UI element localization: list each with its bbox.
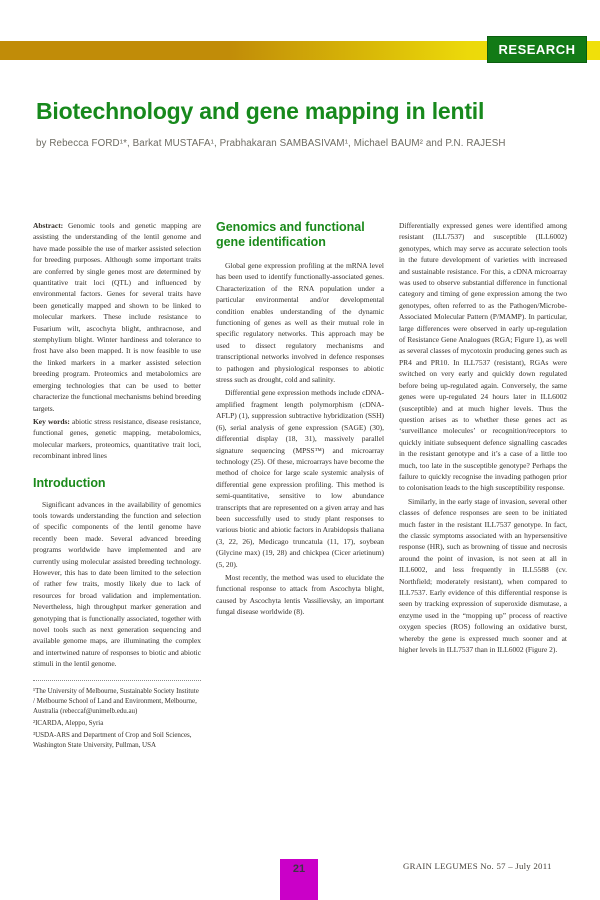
genomics-section-heading: Genomics and functional gene identification [216,220,365,249]
abstract-paragraph [33,220,201,414]
column-left [33,220,201,752]
abstract-label: Abstract: [33,221,64,230]
byline: by Rebecca FORD¹*, Barkat MUSTAFA¹, Prabhakaran SAMBASIVAM¹, Michael BAUM² and P.N. RAJESH [36,138,506,149]
keywords-paragraph [33,416,201,462]
body-paragraph: Similarly, in the early stage of invasion, several other classes of defence responses are seen to be initiated much faster in the resistant ILL7537 genotype. In fact, the classic symptoms associated with an hypersensitive response (HR), such as browning of tissue and necrosis around the point of invasion, is not seen at all in ILL6002, and less frequently in ILL5588 (cv. Northfield; moderately resistant), when compared to ILL7537. Early evidence of this differential response is seen by tracking expression of superoxide dismutase, a enzyme used in the “mopping up” process of reactive oxygen species (ROS) following an oxidative burst, whereby the gene is expressed much sooner and at higher levels in ILL7537 than in ILL6002 (Figure 2). [399,496,567,655]
footnote-affiliation-3: ³USDA-ARS and Department of Crop and Soil Sciences, Washington State University, Pullman, USA [33,730,192,749]
introduction-heading: Introduction [33,475,106,490]
body-paragraph: Global gene expression profiling at the mRNA level has been used to identify functionally-associated genes. Characterization of the RNA population under a particular environmental and/or developmental condition enables understanding of the dynamic functioning of genes as well as their mutual role in specific regulatory networks. This approach may be used to dissect regulatory mechanisms and transcriptional networks involved in defence responses to pathogen and physiological responses to abiotic stress such as drought, cold and salinity. [216,261,384,385]
body-paragraph: Differential gene expression methods include cDNA-amplified fragment length polymorphism (cDNA-AFLP) (1), suppression subtractive hybridization (SSH) (6), serial analysis of gene expression (SAGE) (30), differential display (18, 31), massively parallel signature sequencing (MPSS™) and microarray technology (25). Of these, microarrays have become the method of choice for large scale systemic analysis of differential gene expression profiling. This method is semi-quantitative, sensitive to low abundance transcripts that are represented on a given array and has been successfully used to study plant responses to various biotic and abiotic factors in Arabidopsis thaliana (3, 22, 26), Medicago truncatula (11, 17), soybean (Glycine max) (19, 28) and chickpea (Cicer arietinum) (5, 20). [216,388,384,569]
research-banner [487,36,587,63]
body-paragraph: Most recently, the method was used to elucidate the functional response to attack from Ascochyta blight, caused by Ascochyta lentis Vassilievsky, an important fungal disease worldwide (8). [216,572,384,617]
keywords-text: abiotic stress resistance, disease resistance, functional genes, genetic mapping, metabolomics, molecular markers, proteomics, quantitative trait loci, recombinant inbred lines [33,416,201,461]
abstract-text: Genomic tools and genetic mapping are assisting the understanding of the lentil genome and have made possible the use of marker assisted selection for breeding purposes. Although some important traits are conferred by single genes most are determined by quantitative trait loci (QTL) and influenced by environmental factors. Genes for several traits have been genetically mapped and shown to be linked to molecular markers. These include resistance to Fusarium wilt, ascochyta blight, anthracnose, and stemphylium blight. Winter hardiness and tolerance to frost have also been mapped. It is now feasible to use the linked markers in a marker assisted selection breeding program. Proteomics and metabolomics are emerging technologies that can be used to better characterize the functional mechanisms behind breeding targets. [33,221,201,413]
article-body [33,220,567,752]
page-number-box [280,859,318,900]
research-banner-label: RESEARCH [498,42,576,57]
introduction-paragraph: Significant advances in the availability of genomics tools towards understanding the function and selection of specific components of the lentil genome have recently been made. Several advanced breeding programs worldwide have implemented and are currently using molecular assisted breeding technology. However, this has to date been limited to the selection of rather few traits, mostly likely due to lack of resources for broad validation and implementation. Nevertheless, high throughput marker generation and genotyping that is functionally associated, together with novel tools such as next generation sequencing and available genome maps, are illuminating the complex and intertwined nature of responses to biotic and abiotic stimuli in the lentil genome. [33,499,201,669]
column-middle [216,220,384,752]
body-paragraph: Differentially expressed genes were identified among resistant (ILL7537) and susceptible (ILL6002) genotypes, which may serve as accurate selection tools in the future development of varieties with increased and sustainable resistance. For this, a cDNA microarray was used to observe substantial difference in functional category and timing of gene expression among the two genotypes, often referred to as the Pathogen/Microbe-Associated Molecular Pattern (P/MAMP). In particular, large differences were observed in early up-regulation of Resistance Gene Analogues (RGA; Figure 1), as well as several classes of mycotoxin producing genes such as PR4 and PR10. In ILL7537 (resistant), RGAs were switched on very early and quickly down regulated before being up-regulated again. Conversely, the same genes were up-regulated 24 hours later in ILL6002 (susceptible) and at much higher levels. Thus the question arises as to whether these genes act as ‘surveillance molecules’ or recognition/receptors to quickly initiate subsequent defence signalling cascades in the resistant genotype and it’s a case of a little too much, too late in the susceptible genotype? Perhaps the failure to quickly recognise the invading pathogen prior to colonisation leads to the high susceptibility response. [399,221,567,493]
keywords-label: Key words: [33,416,70,426]
footnote-divider [33,680,201,681]
footnote-affiliation-1: ¹The University of Melbourne, Sustainable Society Institute / Melbourne School of Land and Environment, Melbourne, Australia (rebeccaf@unimelb.edu.au) [33,686,199,715]
column-right [399,220,567,752]
page-title: Biotechnology and gene mapping in lentil [36,98,485,124]
journal-footer: GRAIN LEGUMES No. 57 – July 2011 [403,861,552,871]
footnote-affiliation-2: ²ICARDA, Aleppo, Syria [33,718,104,727]
page-number: 21 [292,863,306,875]
